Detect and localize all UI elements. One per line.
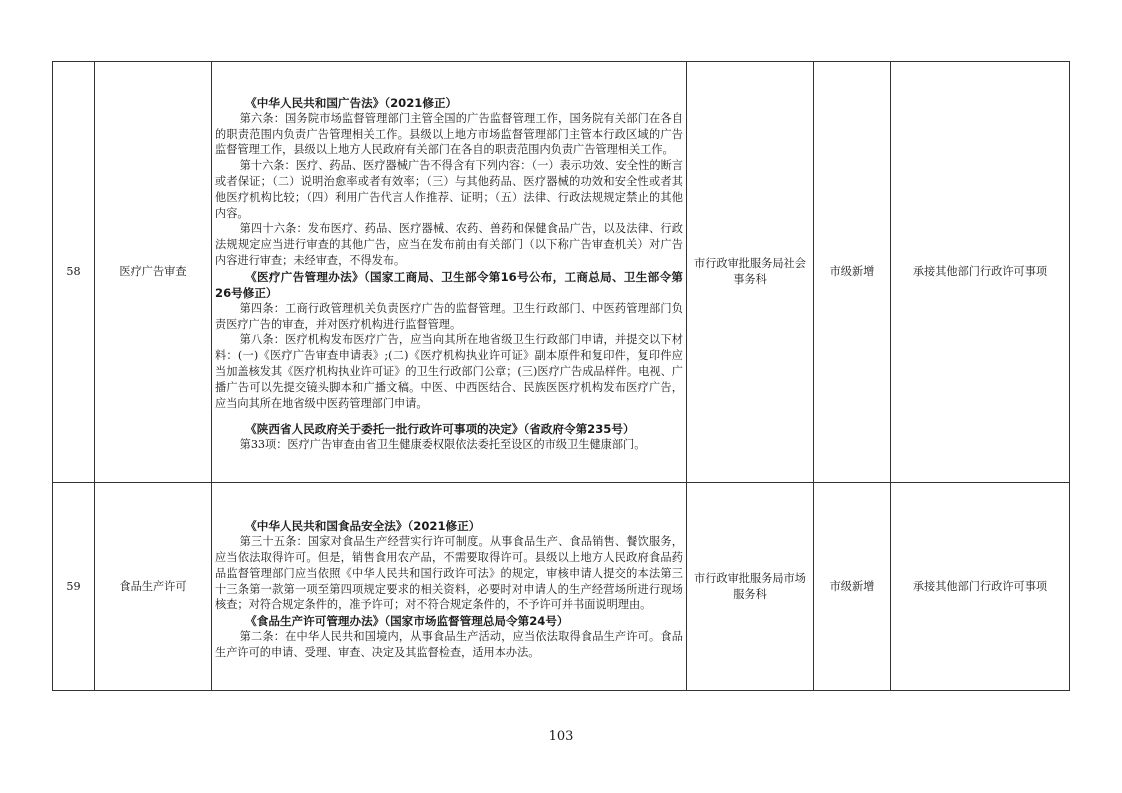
row-number: 58 <box>53 62 95 483</box>
remarks: 承接其他部门行政许可事项 <box>891 62 1070 483</box>
legal-basis <box>212 483 687 691</box>
law-title: 《中华人民共和国广告法》（2021修正） <box>245 95 458 110</box>
page-number: 103 <box>548 729 574 744</box>
responsible-department: 市行政审批服务局市场服务科 <box>687 483 814 691</box>
adjustment-level: 市级新增 <box>814 62 891 483</box>
responsible-department: 市行政审批服务局社会事务科 <box>687 62 814 483</box>
law-title: 《陕西省人民政府关于委托一批行政许可事项的决定》（省政府令第235号） <box>245 422 635 437</box>
remarks: 承接其他部门行政许可事项 <box>891 483 1070 691</box>
legal-basis <box>212 62 687 483</box>
law-article: 第三十五条：国家对食品生产经营实行许可制度。从事食品生产、食品销售、餐饮服务，应当依法取得许可。但是，销售食用农产品，不需要取得许可。县级以上地方人民政府食品药品监督管理部门应当依照《中华人民共和国行政许可法》的规定，审核申请人提交的本法第三十三条第一款第一项至第四项规定要求的相关资料，必要时对申请人的生产经营场所进行现场核查；对符合规定条件的，准予许可；对不符合规定条件的，不予许可并书面说明理由。 <box>215 535 683 612</box>
law-title: 《食品生产许可管理办法》（国家市场监督管理总局令第24号） <box>245 614 569 629</box>
law-article: 第四十六条：发布医疗、药品、医疗器械、农药、兽药和保健食品广告，以及法律、行政法规规定应当进行审查的其他广告，应当在发布前由有关部门（以下称广告审查机关）对广告内容进行审查；未经审查，不得发布。 <box>215 222 683 267</box>
law-article: 第六条：国务院市场监督管理部门主管全国的广告监督管理工作，国务院有关部门在各自的职责范围内负责广告管理相关工作。县级以上地方市场监督管理部门主管本行政区域的广告监督管理工作，县级以上地方人民政府有关部门在各自的职责范围内负责广告管理相关工作。 <box>215 111 683 157</box>
item-name: 医疗广告审查 <box>95 62 212 483</box>
table-row <box>53 483 1070 691</box>
item-name: 食品生产许可 <box>95 483 212 691</box>
law-article: 第十六条：医疗、药品、医疗器械广告不得含有下列内容：（一）表示功效、安全性的断言或者保证；（二）说明治愈率或者有效率；（三）与其他药品、医疗器械的功效和安全性或者其他医疗机构比较；（四）利用广告代言人作推荐、证明；（五）法律、行政法规规定禁止的其他内容。 <box>215 159 683 220</box>
table-row <box>53 62 1070 483</box>
law-article: 第八条：医疗机构发布医疗广告，应当向其所在地省级卫生行政部门申请，并提交以下材料：(一)《医疗广告审查申请表》;(二)《医疗机构执业许可证》副本原件和复印件，复印件应当加盖核发其《医疗机构执业许可证》的卫生行政部门公章；(三)医疗广告成品样件。电视、广播广告可以先提交镜头脚本和广播文稿。中医、中西医结合、民族医医疗机构发布医疗广告，应当向其所在地省级中医药管理部门申请。 <box>215 333 683 410</box>
law-article: 第四条：工商行政管理机关负责医疗广告的监督管理。卫生行政部门、中医药管理部门负责医疗广告的审查，并对医疗机构进行监督管理。 <box>215 301 683 331</box>
legal-basis-content <box>212 79 686 465</box>
permits-table <box>52 61 1070 691</box>
legal-basis-content <box>212 494 686 679</box>
law-article: 第二条：在中华人民共和国境内，从事食品生产活动，应当依法取得食品生产许可。食品生产许可的申请、受理、审查、决定及其监督检查，适用本办法。 <box>215 630 683 659</box>
law-article: 第33项：医疗广告审查由省卫生健康委权限依法委托至设区的市级卫生健康部门。 <box>239 438 646 452</box>
adjustment-level: 市级新增 <box>814 483 891 691</box>
row-number: 59 <box>53 483 95 691</box>
law-title: 《医疗广告管理办法》（国家工商局、卫生部令第16号公布，工商总局、卫生部令第26号修正） <box>215 269 683 300</box>
law-title: 《中华人民共和国食品安全法》（2021修正） <box>245 519 481 534</box>
